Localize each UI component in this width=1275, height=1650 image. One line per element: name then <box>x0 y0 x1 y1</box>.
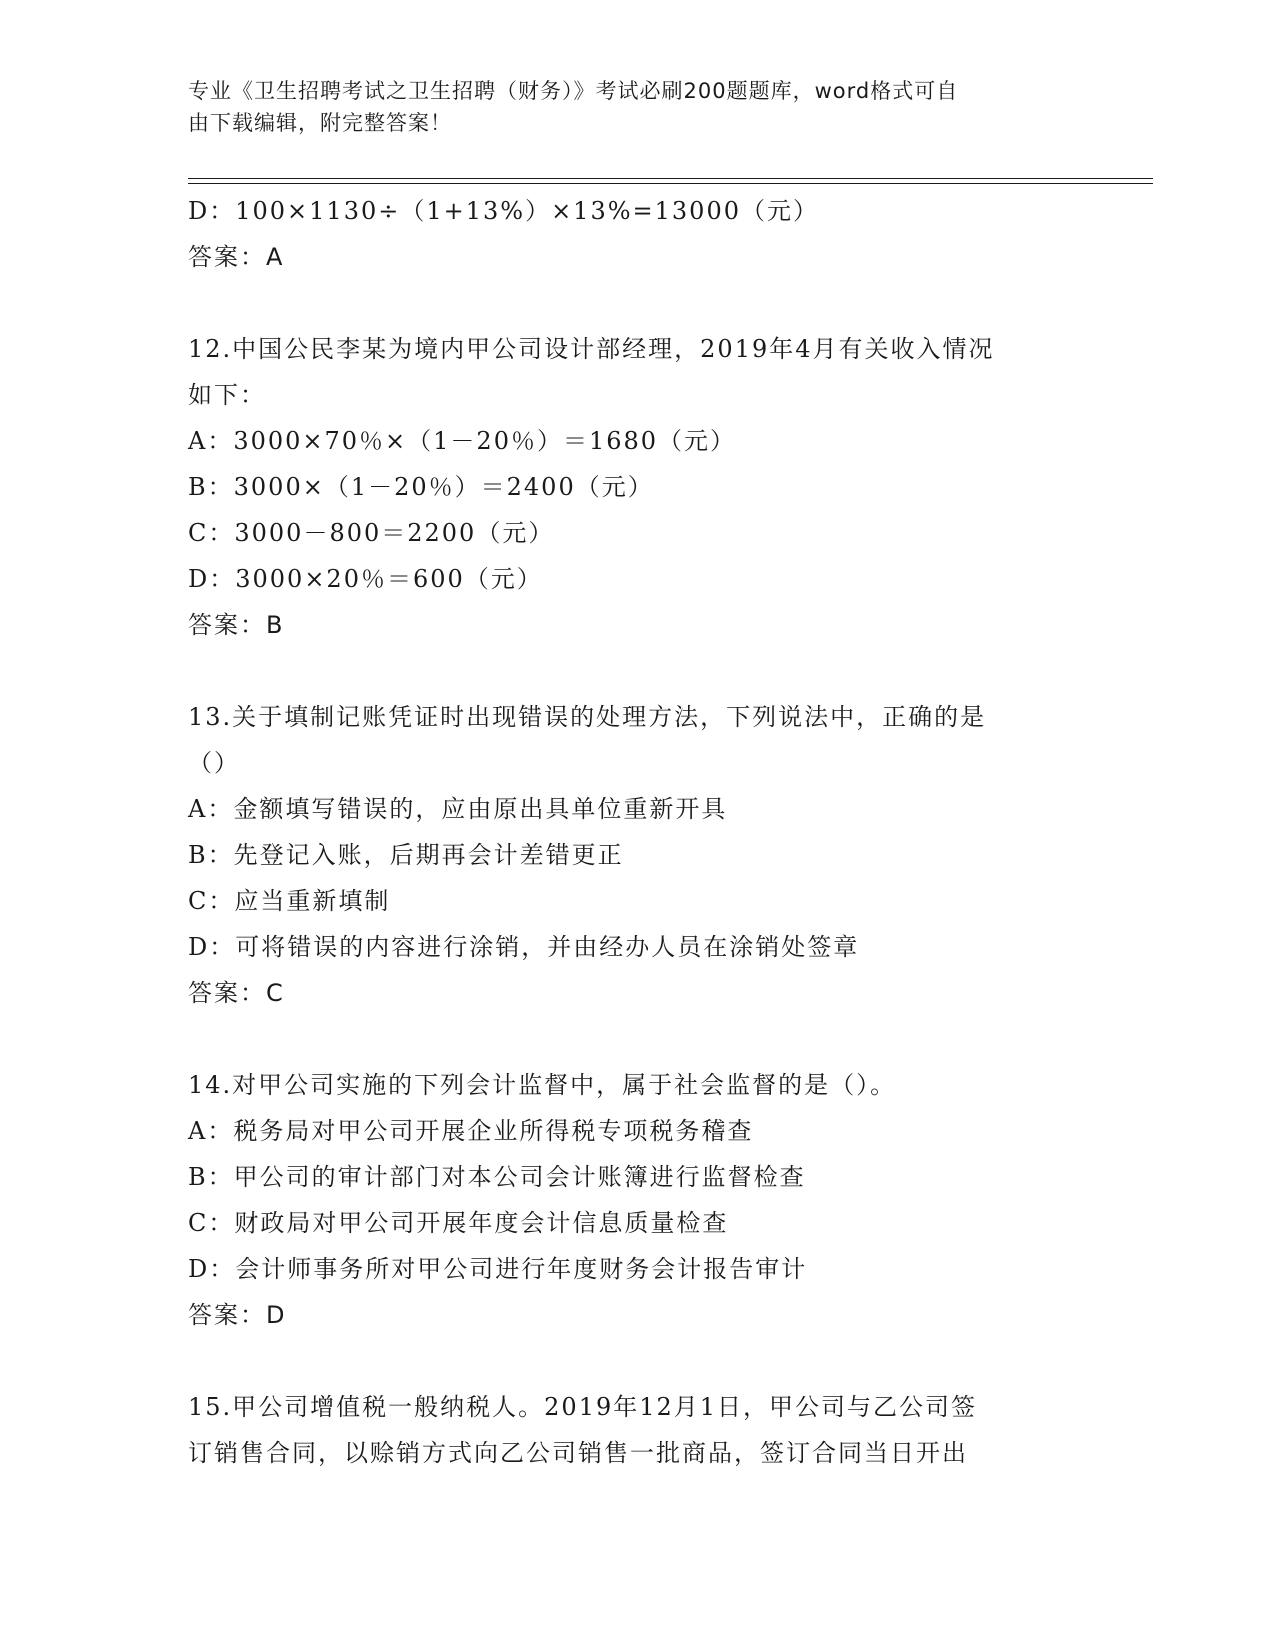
spacer <box>188 280 1088 326</box>
header-line-1: 专业《卫生招聘考试之卫生招聘（财务）》考试必刷200题题库，word格式可自 <box>188 79 959 103</box>
question-stem-line: 订销售合同，以赊销方式向乙公司销售一批商品，签订合同当日开出 <box>188 1439 968 1467</box>
question-12 <box>188 326 1088 648</box>
header-divider-top <box>188 178 1153 179</box>
question-stem-line: 14.对甲公司实施的下列会计监督中，属于社会监督的是（）。 <box>188 1071 897 1099</box>
option-c: C：财政局对甲公司开展年度会计信息质量检查 <box>188 1209 729 1237</box>
spacer <box>188 1338 1088 1384</box>
header-divider-bottom <box>188 183 1153 184</box>
option-a: A：税务局对甲公司开展企业所得税专项税务稽查 <box>188 1117 754 1145</box>
option-c: C：3000－800＝2200（元） <box>188 519 555 547</box>
prev-answer: 答案：A <box>188 243 285 271</box>
option-a: A：3000×70％×（1－20％）＝1680（元） <box>188 427 737 455</box>
question-stem-line: 13.关于填制记账凭证时出现错误的处理方法，下列说法中，正确的是 <box>188 703 987 731</box>
question-15 <box>188 1384 1088 1476</box>
spacer <box>188 1016 1088 1062</box>
option-c: C：应当重新填制 <box>188 887 391 915</box>
option-b: B：3000×（1－20％）＝2400（元） <box>188 473 654 501</box>
document-body <box>188 188 1088 1476</box>
question-13 <box>188 694 1088 1016</box>
question-stem-line: 15.甲公司增值税一般纳税人。2019年12月1日，甲公司与乙公司签 <box>188 1393 978 1421</box>
option-d: D：3000×20％＝600（元） <box>188 565 543 593</box>
answer: 答案：B <box>188 611 285 639</box>
question-14 <box>188 1062 1088 1338</box>
prev-option-d: D：100×1130÷（1+13%）×13%=13000（元） <box>188 197 819 225</box>
document-header <box>188 75 1088 139</box>
question-stem-line: 如下： <box>188 381 266 409</box>
question-stem-line: （） <box>188 749 240 777</box>
answer: 答案：D <box>188 1301 287 1329</box>
spacer <box>188 648 1088 694</box>
question-stem-line: 12.中国公民李某为境内甲公司设计部经理，2019年4月有关收入情况 <box>188 335 995 363</box>
option-d: D：会计师事务所对甲公司进行年度财务会计报告审计 <box>188 1255 808 1283</box>
option-d: D：可将错误的内容进行涂销，并由经办人员在涂销处签章 <box>188 933 860 961</box>
option-b: B：甲公司的审计部门对本公司会计账簿进行监督检查 <box>188 1163 806 1191</box>
option-b: B：先登记入账，后期再会计差错更正 <box>188 841 624 869</box>
header-line-2: 由下载编辑，附完整答案！ <box>188 111 452 135</box>
answer: 答案：C <box>188 979 285 1007</box>
option-a: A：金额填写错误的，应由原出具单位重新开具 <box>188 795 728 823</box>
